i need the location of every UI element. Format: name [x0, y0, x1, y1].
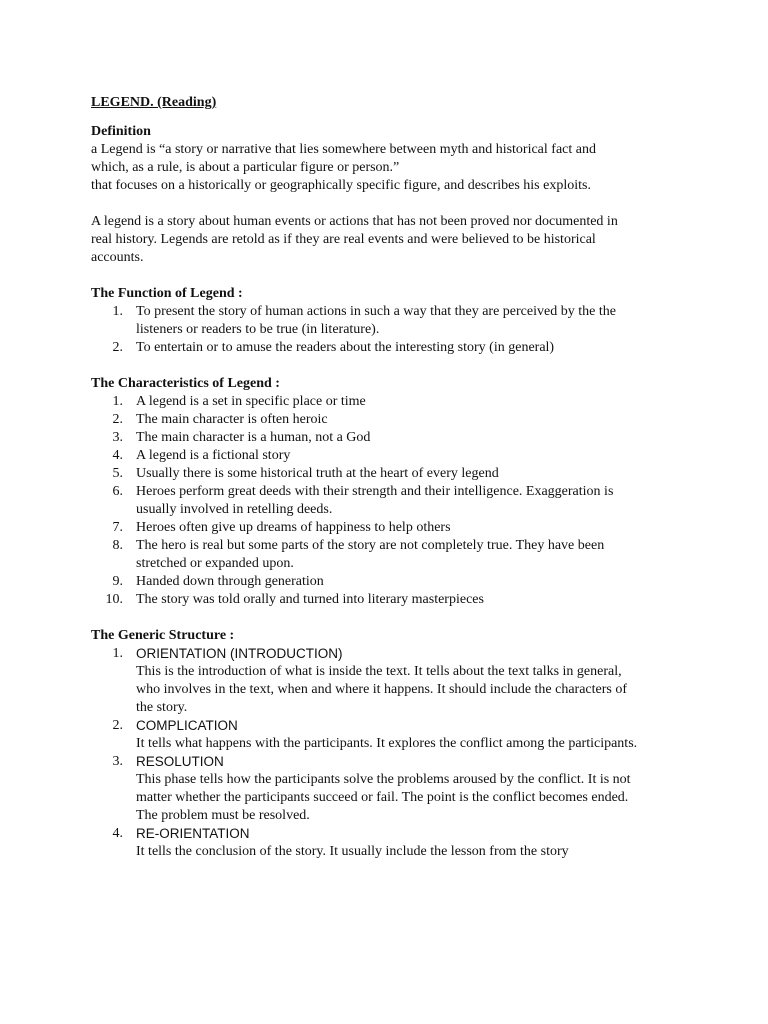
intro-line: A legend is a story about human events or actions that has not been proved nor documented in: [91, 214, 618, 229]
document-title: LEGEND. (Reading): [91, 95, 217, 110]
list-item-line: Heroes perform great deeds with their strength and their intelligence. Exaggeration is: [136, 484, 614, 499]
list-item-line: stretched or expanded upon.: [136, 556, 294, 571]
list-number: 2.: [112, 718, 123, 733]
structure-label: RE-ORIENTATION: [136, 826, 250, 841]
list-number: 5.: [112, 466, 123, 481]
definition-line: which, as a rule, is about a particular figure or person.”: [91, 160, 400, 175]
list-number: 9.: [112, 574, 123, 589]
list-item: [91, 429, 691, 447]
list-number: 2.: [112, 412, 123, 427]
list-item: [91, 645, 691, 717]
structure-label: ORIENTATION (INTRODUCTION): [136, 646, 343, 661]
list-item-line: listeners or readers to be true (in literature).: [136, 322, 380, 337]
list-item: [91, 573, 691, 591]
list-item-line: The main character is a human, not a God: [136, 430, 371, 445]
list-number: 1.: [112, 304, 123, 319]
intro-line: accounts.: [91, 250, 144, 265]
list-item-line: To present the story of human actions in such a way that they are perceived by the the: [136, 304, 616, 319]
list-item-line: Handed down through generation: [136, 574, 324, 589]
spacer: [91, 357, 691, 375]
list-item: [91, 591, 691, 609]
list-item-line: The problem must be resolved.: [136, 808, 310, 823]
list-number: 4.: [112, 826, 123, 841]
list-item: [91, 447, 691, 465]
definition-line: that focuses on a historically or geographically specific figure, and describes his exploits.: [91, 178, 591, 193]
list-item-line: The story was told orally and turned into literary masterpieces: [136, 592, 484, 607]
list-item-line: Heroes often give up dreams of happiness to help others: [136, 520, 451, 535]
structure-label: COMPLICATION: [136, 718, 238, 733]
list-item: [91, 753, 691, 825]
list-number: 1.: [112, 646, 123, 661]
list-item-line: A legend is a set in specific place or time: [136, 394, 366, 409]
list-number: 6.: [112, 484, 123, 499]
intro-line: real history. Legends are retold as if they are real events and were believed to be historical: [91, 232, 596, 247]
list-number: 8.: [112, 538, 123, 553]
list-number: 4.: [112, 448, 123, 463]
spacer: [91, 609, 691, 627]
list-item: [91, 519, 691, 537]
list-number: 2.: [112, 340, 123, 355]
list-item: [91, 411, 691, 429]
function-heading: The Function of Legend :: [91, 286, 243, 301]
list-item-line: To entertain or to amuse the readers about the interesting story (in general): [136, 340, 555, 355]
definition-line: a Legend is “a story or narrative that lies somewhere between myth and historical fact and: [91, 142, 596, 157]
list-number: 1.: [112, 394, 123, 409]
function-list: [91, 303, 691, 357]
list-item-line: This phase tells how the participants solve the problems aroused by the conflict. It is not: [136, 772, 631, 787]
definition-heading: Definition: [91, 124, 151, 139]
definition-text: [91, 141, 691, 195]
intro-paragraph: [91, 213, 691, 267]
list-item-line: This is the introduction of what is inside the text. It tells about the text talks in general,: [136, 664, 622, 679]
list-item-line: the story.: [136, 700, 188, 715]
list-item-line: The hero is real but some parts of the story are not completely true. They have been: [136, 538, 605, 553]
characteristics-list: [91, 393, 691, 609]
list-item-line: It tells what happens with the participants. It explores the conflict among the participants.: [136, 736, 638, 751]
list-item-line: Usually there is some historical truth at the heart of every legend: [136, 466, 499, 481]
list-item: [91, 339, 691, 357]
list-item: [91, 825, 691, 861]
structure-list: [91, 645, 691, 861]
list-item: [91, 465, 691, 483]
structure-heading: The Generic Structure :: [91, 628, 235, 643]
list-item: [91, 537, 691, 573]
list-number: 3.: [112, 754, 123, 769]
list-item-line: It tells the conclusion of the story. It usually include the lesson from the story: [136, 844, 569, 859]
list-item-line: who involves in the text, when and where it happens. It should include the characters of: [136, 682, 628, 697]
list-item: [91, 717, 691, 753]
list-item-line: The main character is often heroic: [136, 412, 328, 427]
document-content: [91, 94, 691, 861]
list-item: [91, 303, 691, 339]
structure-label: RESOLUTION: [136, 754, 224, 769]
list-item: [91, 393, 691, 411]
list-item-line: usually involved in retelling deeds.: [136, 502, 333, 517]
list-item-line: A legend is a fictional story: [136, 448, 291, 463]
list-item-line: matter whether the participants succeed or fail. The point is the conflict becomes ended.: [136, 790, 629, 805]
list-number: 3.: [112, 430, 123, 445]
characteristics-heading: The Characteristics of Legend :: [91, 376, 280, 391]
list-item: [91, 483, 691, 519]
list-number: 10.: [105, 592, 123, 607]
list-number: 7.: [112, 520, 123, 535]
